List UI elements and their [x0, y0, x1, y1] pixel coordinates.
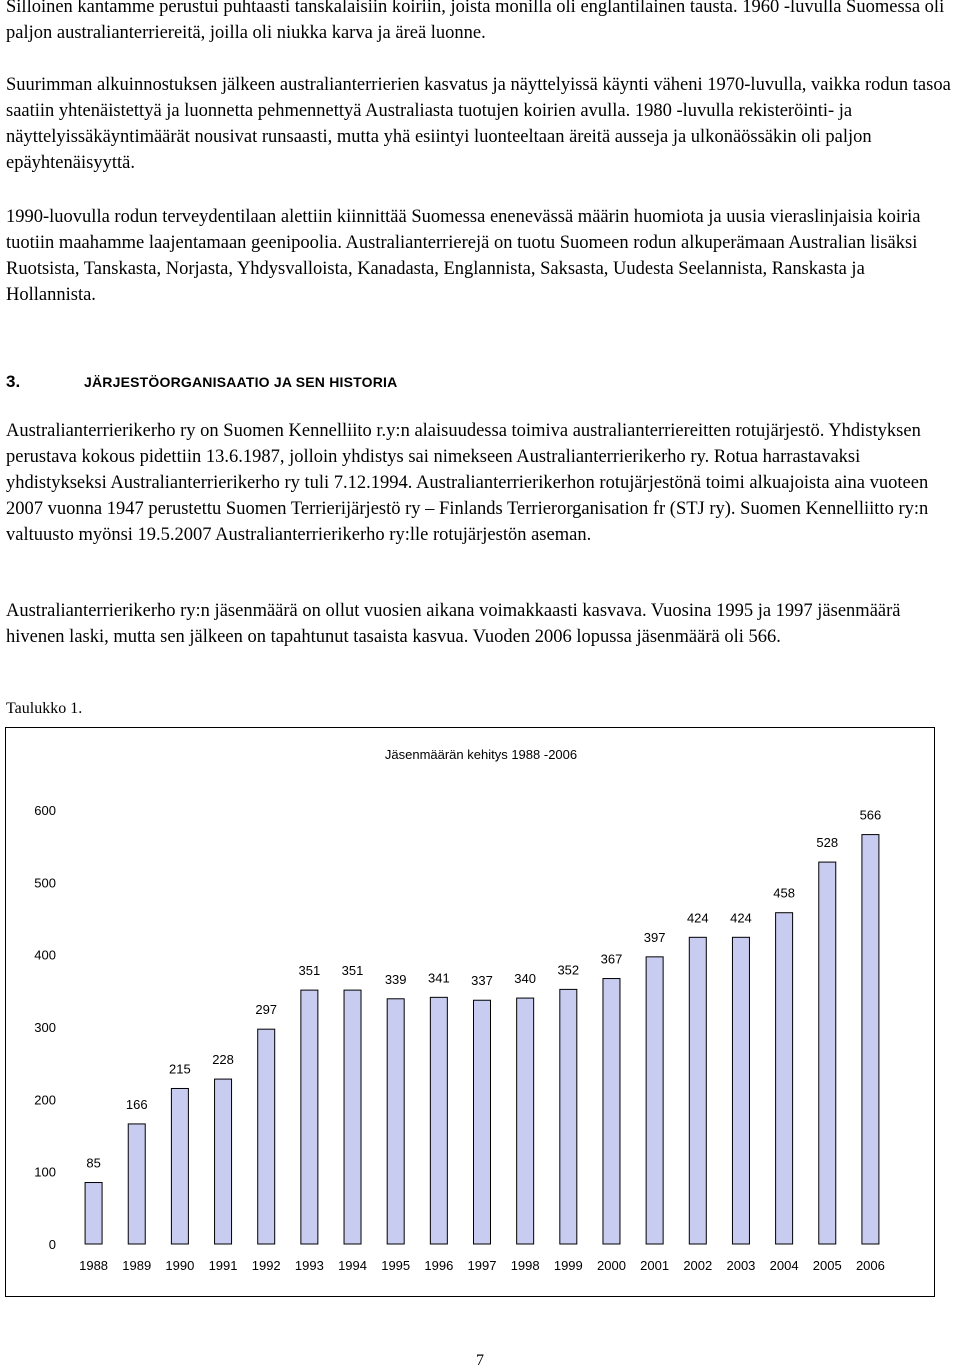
data-label-1997: 337: [471, 973, 493, 989]
section-heading: [6, 370, 397, 392]
x-tick-label-2003: 2003: [726, 1258, 756, 1273]
y-tick-label: 300: [34, 1020, 56, 1035]
data-label-1998: 340: [514, 971, 537, 987]
bar-2006: [862, 835, 879, 1244]
data-label-1993: 351: [298, 963, 321, 979]
x-tick-label-1998: 1998: [510, 1258, 540, 1273]
paragraph-3: 1990-luovulla rodun terveydentilaan alettiin kiinnittää Suomessa enenevässä määrin huomiota ja uusia vieraslinjaisia koiria tuotiin maahamme laajentamaan geenipoolia. Australianterrierejä on tuotu Suomeen rodun alkuperämaan Australian lisäksi Ruotsista, Tanskasta, Norjasta, Yhdysvalloista, Kanadasta, Englannista, Saksasta, Uudesta Seelannista, Ranskasta ja Hollannista.: [6, 207, 921, 305]
x-tick-label-1991: 1991: [208, 1258, 238, 1273]
data-label-1996: 341: [427, 970, 450, 986]
data-label-1992: 297: [255, 1002, 278, 1018]
bar-2002: [689, 937, 706, 1244]
x-tick-label-1988: 1988: [79, 1258, 109, 1273]
x-tick-label-1992: 1992: [251, 1258, 281, 1273]
paragraph-5: Australianterrierikerho ry:n jäsenmäärä on ollut vuosien aikana voimakkaasti kasvava. Vuosina 1995 ja 1997 jäsenmäärä hivenen laski, mutta sen jälkeen on tapahtunut tasaista kasvua. Vuoden 2006 lopussa jäsenmäärä oli 566.: [6, 601, 901, 647]
x-tick-label-1995: 1995: [381, 1258, 411, 1273]
y-axis: [34, 803, 56, 1252]
y-tick-label: 100: [34, 1164, 56, 1180]
section-title: JÄRJESTÖORGANISAATIO JA SEN HISTORIA: [84, 374, 398, 390]
y-tick-label: 0: [48, 1237, 56, 1252]
bar-1991: [215, 1079, 232, 1244]
bar-1990: [171, 1088, 188, 1244]
x-tick-label-2004: 2004: [769, 1258, 799, 1273]
x-axis: [79, 1258, 885, 1273]
bar-1993: [301, 990, 318, 1244]
paragraph-4: Australianterrierikerho ry on Suomen Kennelliito r.y:n alaisuudessa toimiva australianterriereitten rotujärjestö. Yhdistyksen perustava kokous pidettiin 13.6.1987, jolloin yhdistys sai nimekseen Australianterrierikerho ry. Rotua harrastavaksi yhdistykseksi Australianterrierikerho ry tuli 7.12.1994. Australianterrierikerhon rotujärjestönä toimi alkuajoista aina vuoteen 2007 vuonna 1947 perustettu Suomen Terrierijärjestö ry – Finlands Terrierorganisation fr (STJ ry). Suomen Kennelliitto ry:n valtuusto myönsi 19.5.2007 Australianterrierikerho ry:lle rotujärjestön aseman.: [6, 421, 929, 545]
data-label-2000: 367: [600, 951, 623, 967]
bar-2000: [603, 979, 620, 1244]
section-number: 3.: [6, 372, 21, 391]
data-label-1999: 352: [557, 962, 580, 978]
bar-1994: [344, 990, 361, 1244]
x-tick-label-1989: 1989: [122, 1258, 152, 1273]
data-label-1990: 215: [169, 1061, 191, 1077]
bar-2004: [776, 913, 793, 1244]
bar-2003: [732, 937, 749, 1244]
data-label-2004: 458: [773, 885, 795, 901]
page-number: 7: [476, 1352, 484, 1369]
bar-2001: [646, 957, 663, 1244]
y-tick-label: 600: [34, 803, 56, 818]
x-tick-label-1994: 1994: [338, 1258, 367, 1273]
data-label-1994: 351: [341, 963, 364, 979]
chart-title: Jäsenmäärän kehitys 1988 -2006: [384, 747, 578, 762]
table-caption: Taulukko 1.: [6, 700, 83, 717]
bar-1989: [128, 1124, 145, 1244]
data-label-2006: 566: [859, 807, 882, 823]
y-tick-label: 200: [34, 1092, 56, 1108]
x-tick-label-1993: 1993: [294, 1258, 324, 1273]
data-label-1995: 339: [384, 971, 407, 987]
x-tick-label-1990: 1990: [165, 1258, 195, 1273]
x-tick-label-1997: 1997: [467, 1258, 497, 1273]
y-tick-label: 500: [34, 875, 56, 891]
bar-1999: [560, 989, 577, 1244]
membership-chart: [6, 728, 934, 1296]
x-tick-label-2005: 2005: [812, 1258, 842, 1273]
data-label-2002: 424: [686, 910, 709, 926]
x-tick-label-2001: 2001: [640, 1258, 670, 1273]
data-label-2001: 397: [643, 929, 666, 945]
bar-1996: [430, 997, 447, 1244]
data-label-1989: 166: [125, 1096, 148, 1112]
data-label-2003: 424: [730, 910, 752, 926]
bar-2005: [819, 862, 836, 1244]
x-tick-label-2006: 2006: [855, 1258, 885, 1273]
bar-1998: [517, 998, 534, 1244]
x-tick-label-1996: 1996: [424, 1258, 454, 1273]
x-tick-label-2002: 2002: [683, 1258, 713, 1273]
chart-frame: [5, 727, 935, 1297]
bar-1992: [258, 1029, 275, 1244]
x-tick-label-1999: 1999: [553, 1258, 583, 1273]
paragraph-1: Silloinen kantamme perustui puhtaasti tanskalaisiin koiriin, joista monilla oli englantilainen tausta. 1960 -luvulla Suomessa oli paljon australianterriereitä, joilla oli niukka karva ja äreä luonne.: [6, 0, 945, 43]
y-tick-label: 400: [34, 947, 56, 963]
bar-1997: [474, 1000, 491, 1244]
paragraph-2: Suurimman alkuinnostuksen jälkeen australianterrierien kasvatus ja näyttelyissä käynti väheni 1970-luvulla, vaikka rodun tasoa saatiin yhtenäistettyä ja luonnetta pehmennettyä Australiasta tuotujen koirien avulla. 1980 -luvulla rekisteröinti- ja näyttelyissäkäyntimäärät nousivat runsaasti, mutta yhä esiintyi luonteeltaan äreitä ausseja ja ulkonäössäkin oli paljon epäyhtenäisyyttä.: [6, 75, 951, 173]
bars: [85, 808, 881, 1244]
bar-1995: [387, 999, 404, 1244]
data-label-1991: 228: [212, 1052, 234, 1068]
bar-1988: [85, 1183, 102, 1244]
data-label-1988: 85: [86, 1155, 101, 1171]
data-label-2005: 528: [816, 835, 839, 851]
x-tick-label-2000: 2000: [597, 1258, 626, 1273]
